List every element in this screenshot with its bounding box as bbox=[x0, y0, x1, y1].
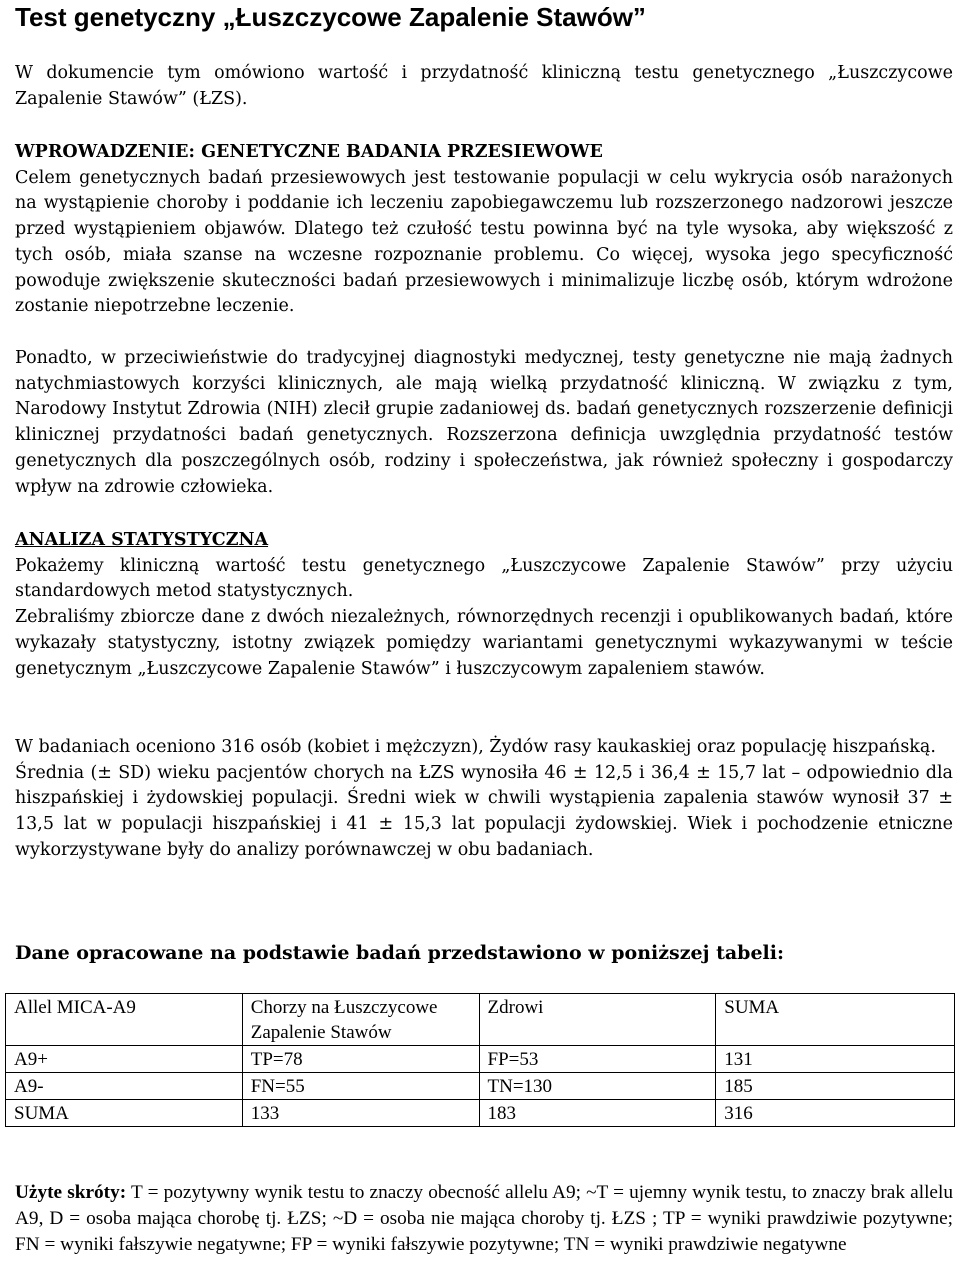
section-introduction-text: Celem genetycznych badań przesiewowych jest testowanie populacji w celu wykrycia osób narażonych na wystąpienie choroby i poddanie ich leczeniu zapobiegawczemu lub rozszerzonego nadzorowi jeszcze przed wystąpieniem objawów. Dlatego też czułość testu powinna być na tyle wysoka, aby większość z tych osób, miała szanse na wczesne rozpoznanie problemu. Co więcej, wysoka jego specyficzność powoduje zwiększenie skuteczności badań przesiewowych i minimalizuje liczbę osób, którym wdrożone zostanie niepotrzebne leczenie. bbox=[15, 167, 953, 317]
table-cell: TP=78 bbox=[242, 1046, 479, 1073]
abbreviations-text: T = pozytywny wynik testu to znaczy obecność allelu A9; ~T = ujemny wynik testu, to znaczy brak allelu A9, D = osoba mająca chorobę tj. ŁZS; ~D = osoba nie mająca choroby tj. ŁZS ; TP = wyniki prawdziwie pozytywne; FN = wyniki fałszywie negatywne; FP = wyniki fałszywie pozytywne; TN = wyniki prawdziwie negatywne bbox=[15, 1182, 953, 1255]
abbreviations-legend bbox=[15, 1180, 953, 1257]
section-introduction bbox=[15, 140, 953, 320]
table-cell: 183 bbox=[479, 1100, 716, 1127]
table-cell: TN=130 bbox=[479, 1073, 716, 1100]
data-table bbox=[5, 993, 955, 1127]
table-cell: 133 bbox=[242, 1100, 479, 1127]
table-cell: 316 bbox=[716, 1100, 955, 1127]
intro-paragraph: W dokumencie tym omówiono wartość i przydatność kliniczną testu genetycznego „Łuszczycowe Zapalenie Stawów” (ŁZS). bbox=[15, 63, 953, 109]
table-header-cell: Chorzy na Łuszczycowe Zapalenie Stawów bbox=[242, 994, 479, 1046]
table-header-cell: Zdrowi bbox=[479, 994, 716, 1046]
population-text-1: W badaniach oceniono 316 osób (kobiet i mężczyzn), Żydów rasy kaukaskiej oraz populację hiszpańską. bbox=[15, 737, 936, 757]
table-cell: SUMA bbox=[6, 1100, 243, 1127]
table-cell: FN=55 bbox=[242, 1073, 479, 1100]
table-caption: Dane opracowane na podstawie badań przedstawiono w poniższej tabeli: bbox=[15, 942, 784, 964]
table-row bbox=[6, 1073, 955, 1100]
population-text-2: Średnia (± SD) wieku pacjentów chorych na ŁZS wynosiła 46 ± 12,5 i 36,4 ± 15,7 lat – odpowiednio dla hiszpańskiej i żydowskiej populacji. Średni wiek w chwili wystąpienia zapalenia stawów wynosił 37 ± 13,5 lat w populacji hiszpańskiej i 41 ± 15,3 lat populacji żydowskiej. Wiek i pochodzenie etniczne wykorzystywane były do analizy porównawczej w obu badaniach. bbox=[15, 762, 953, 860]
table-header-cell: Allel MICA-A9 bbox=[6, 994, 243, 1046]
table-cell: FP=53 bbox=[479, 1046, 716, 1073]
table-cell: 185 bbox=[716, 1073, 955, 1100]
section-statistics bbox=[15, 528, 953, 682]
table-cell: 131 bbox=[716, 1046, 955, 1073]
section-heading-introduction: WPROWADZENIE: GENETYCZNE BADANIA PRZESIEWOWE bbox=[15, 142, 603, 162]
table-cell: A9+ bbox=[6, 1046, 243, 1073]
table-header-cell: SUMA bbox=[716, 994, 955, 1046]
document-title: Test genetyczny „Łuszczycowe Zapalenie Stawów” bbox=[15, 2, 646, 32]
paragraph-nih: Ponadto, w przeciwieństwie do tradycyjnej diagnostyki medycznej, testy genetyczne nie mają żadnych natychmiastowych korzyści klinicznych, ale mają wielką przydatność kliniczną. W związku z tym, Narodowy Instytut Zdrowia (NIH) zlecił grupie zadaniowej ds. badań genetycznych rozszerzenie definicji klinicznej przydatności badań genetycznych. Rozszerzona definicja uwzględnia przydatność testów genetycznych dla poszczególnych osób, rodziny i społeczeństwa, jak również społeczny i gospodarczy wpływ na zdrowie człowieka. bbox=[15, 348, 953, 497]
table-row bbox=[6, 1100, 955, 1127]
paragraph-population bbox=[15, 735, 953, 864]
table-cell: A9- bbox=[6, 1073, 243, 1100]
abbreviations-label: Użyte skróty: bbox=[15, 1182, 127, 1203]
table-row bbox=[6, 1046, 955, 1073]
statistics-text-2: Zebraliśmy zbiorcze dane z dwóch niezależnych, równorzędnych recenzji i opublikowanych badań, które wykazały statystyczny, istotny związek pomiędzy wariantami genetycznymi wykazywanymi w teście genetycznym „Łuszczycowe Zapalenie Stawów” i łuszczycowym zapaleniem stawów. bbox=[15, 607, 953, 679]
statistics-text-1: Pokażemy kliniczną wartość testu genetycznego „Łuszczycowe Zapalenie Stawów” przy użyciu standardowych metod statystycznych. bbox=[15, 555, 953, 602]
section-heading-statistics: ANALIZA STATYSTYCZNA bbox=[15, 530, 269, 550]
table-header-row bbox=[6, 994, 955, 1046]
